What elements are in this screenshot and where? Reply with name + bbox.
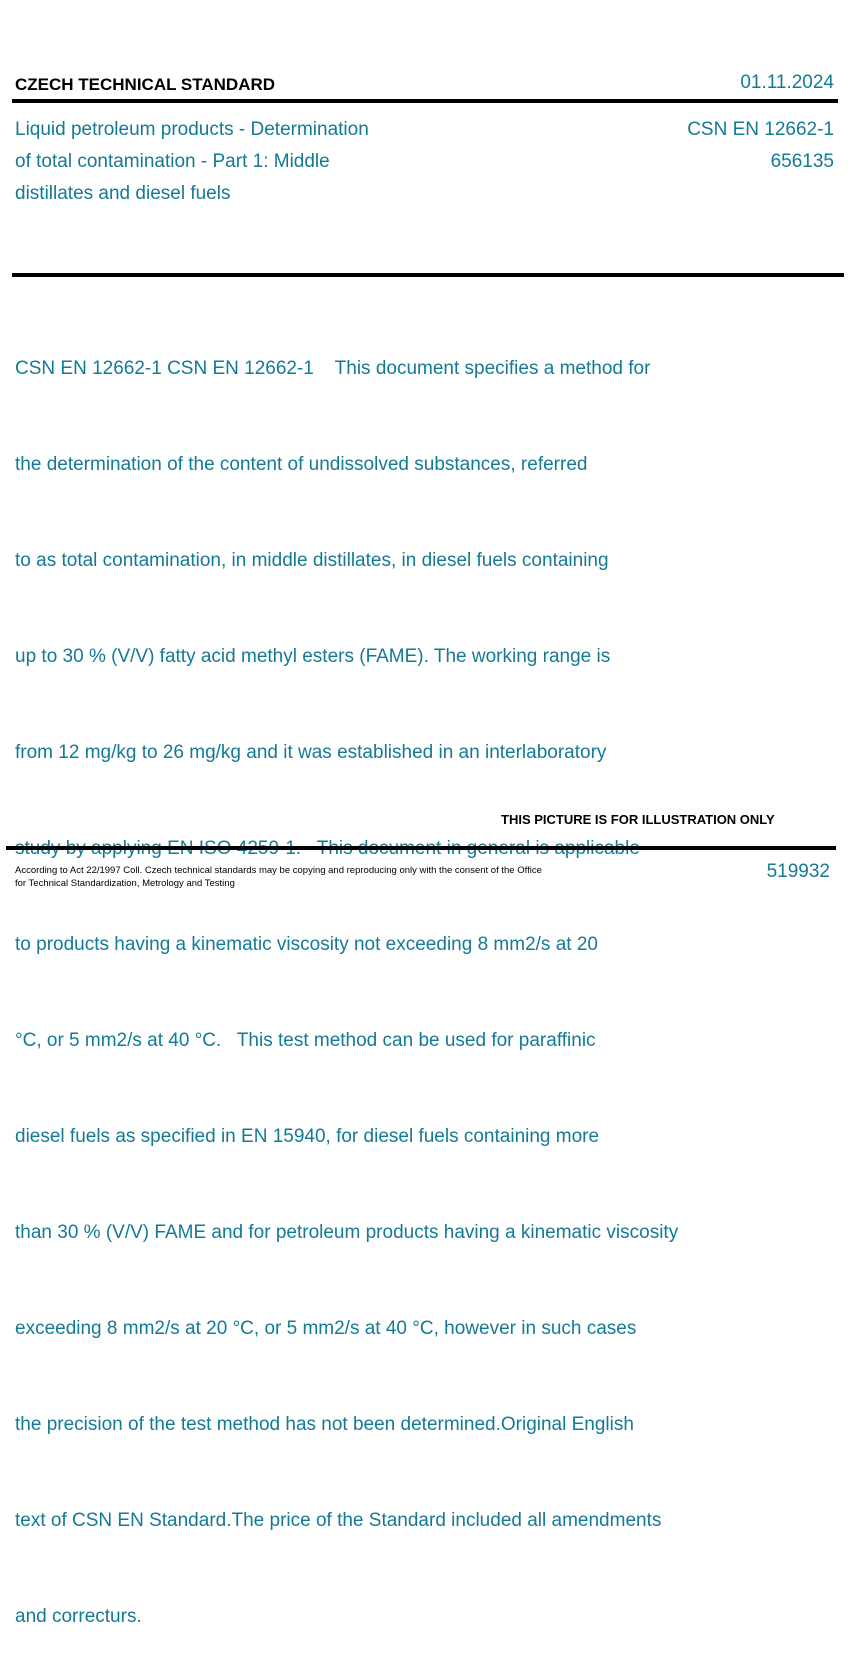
illustration-disclaimer: THIS PICTURE IS FOR ILLUSTRATION ONLY bbox=[501, 812, 775, 827]
header-divider bbox=[12, 99, 838, 103]
standard-code: CSN EN 12662-1 bbox=[687, 119, 834, 140]
title-divider bbox=[12, 273, 844, 277]
abstract-line: up to 30 % (V/V) fatty acid methyl esters (FAME). The working range is bbox=[15, 646, 611, 667]
legal-notice bbox=[15, 864, 615, 890]
abstract-line: CSN EN 12662-1 CSN EN 12662-1 This document specifies a method for bbox=[15, 358, 651, 379]
document-title-line: Liquid petroleum products - Determination bbox=[15, 119, 369, 140]
abstract-line: the precision of the test method has not been determined.Original English bbox=[15, 1414, 634, 1435]
legal-notice-line: for Technical Standardization, Metrology and Testing bbox=[15, 878, 235, 889]
abstract-line: to as total contamination, in middle distillates, in diesel fuels containing bbox=[15, 550, 609, 571]
document-abstract bbox=[15, 289, 775, 1665]
abstract-line: exceeding 8 mm2/s at 20 °C, or 5 mm2/s at 40 °C, however in such cases bbox=[15, 1318, 637, 1339]
document-title bbox=[15, 114, 435, 210]
legal-notice-line: According to Act 22/1997 Coll. Czech technical standards may be copying and reproducing only with the consent of the Office bbox=[15, 865, 542, 876]
document-identifiers bbox=[687, 114, 834, 178]
abstract-line: °C, or 5 mm2/s at 40 °C. This test method can be used for paraffinic bbox=[15, 1030, 596, 1051]
abstract-line: to products having a kinematic viscosity not exceeding 8 mm2/s at 20 bbox=[15, 934, 598, 955]
document-title-line: distillates and diesel fuels bbox=[15, 183, 231, 204]
catalog-number: 656135 bbox=[770, 151, 834, 172]
footer-divider bbox=[6, 846, 836, 850]
publication-date: 01.11.2024 bbox=[740, 72, 834, 93]
abstract-line: text of CSN EN Standard.The price of the Standard included all amendments bbox=[15, 1510, 662, 1531]
abstract-line: the determination of the content of undissolved substances, referred bbox=[15, 454, 588, 475]
abstract-line: and correcturs. bbox=[15, 1606, 142, 1627]
abstract-line: diesel fuels as specified in EN 15940, for diesel fuels containing more bbox=[15, 1126, 600, 1147]
abstract-line: from 12 mg/kg to 26 mg/kg and it was established in an interlaboratory bbox=[15, 742, 607, 763]
document-id: 519932 bbox=[766, 861, 830, 882]
document-title-line: of total contamination - Part 1: Middle bbox=[15, 151, 330, 172]
abstract-line: than 30 % (V/V) FAME and for petroleum products having a kinematic viscosity bbox=[15, 1222, 679, 1243]
standard-type-heading: CZECH TECHNICAL STANDARD bbox=[15, 75, 276, 94]
